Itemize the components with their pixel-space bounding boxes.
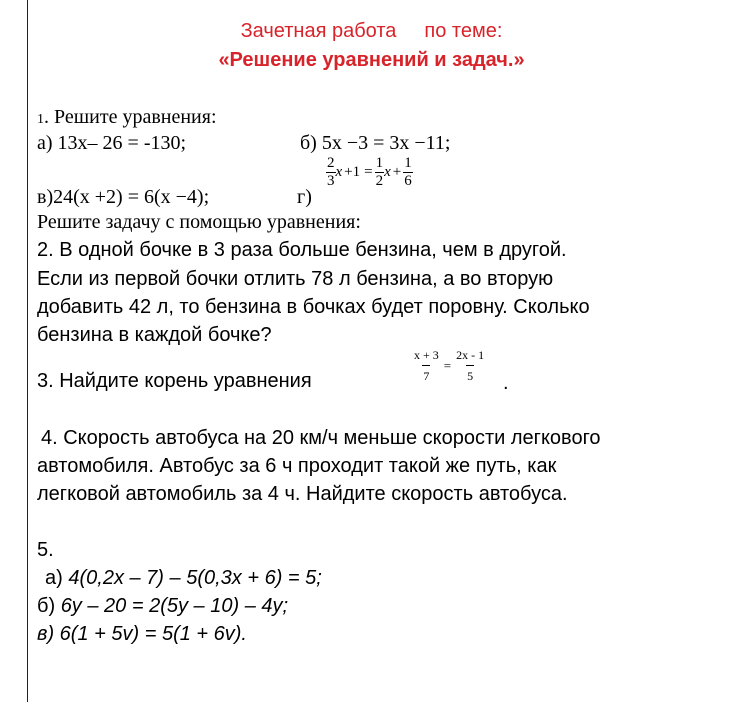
task5-equation-a: а) 4(0,2x – 7) – 5(0,3x + 6) = 5;	[45, 567, 322, 589]
fraction: $\frac{2x - 1}{5}$	[456, 348, 485, 383]
task1-equation-a: а) 13x– 26 = -130;	[37, 132, 187, 154]
fraction: $\frac{1}{2}$	[375, 155, 384, 189]
task1-heading: 1. Решите уравнения:	[37, 106, 217, 128]
page-title: Зачетная работа по теме:	[240, 20, 503, 42]
left-margin-line	[27, 0, 28, 702]
task3-text: 3. Найдите корень уравнения	[37, 370, 312, 392]
task2-line: бензина в каждой бочке?	[37, 324, 272, 346]
fraction: $\frac{x + 3}{7}$	[414, 348, 439, 383]
task4-line: автомобиля. Автобус за 6 ч проходит такой же путь, как	[37, 455, 557, 477]
task1-equation-b: б) 5x −3 = 3x −11;	[300, 132, 451, 154]
fraction: $\frac{1}{6}$	[404, 155, 412, 189]
task2-line: Если из первой бочки отлить 78 л бензина, а во вторую	[37, 268, 554, 290]
task3-equation: $\frac{x + 3}{7}$ = $\frac{2x - 1}{5}$	[414, 348, 485, 383]
task5-number: 5.	[37, 539, 54, 561]
task3-period: .	[503, 372, 509, 394]
task2-line: добавить 42 л, то бензина в бочках будет поровну. Сколько	[37, 296, 590, 318]
task1-equation-v: в)24(x +2) = 6(x −4);	[37, 186, 210, 208]
task4-line: 4. Скорость автобуса на 20 км/ч меньше скорости легкового	[41, 427, 601, 449]
task5-equation-b: б) 6y – 20 = 2(5y – 10) – 4y;	[37, 595, 289, 617]
task4-line: легковой автомобиль за 4 ч. Найдите скорость автобуса.	[37, 483, 568, 505]
task2-intro: Решите задачу с помощью уравнения:	[37, 211, 361, 233]
task1-equation-g: $\frac{2}{3}$ x +1 = $\frac{1}{2}$ x + $\frac{1}{6}$	[327, 155, 412, 189]
fraction: $\frac{2}{3}$	[327, 155, 335, 189]
page-subtitle: «Решение уравнений и задач.»	[218, 49, 525, 71]
task1-equation-g-label: г)	[297, 186, 312, 208]
task2-line: 2. В одной бочке в 3 раза больше бензина, чем в другой.	[37, 239, 567, 261]
task5-equation-v: в) 6(1 + 5v) = 5(1 + 6v).	[37, 623, 247, 645]
